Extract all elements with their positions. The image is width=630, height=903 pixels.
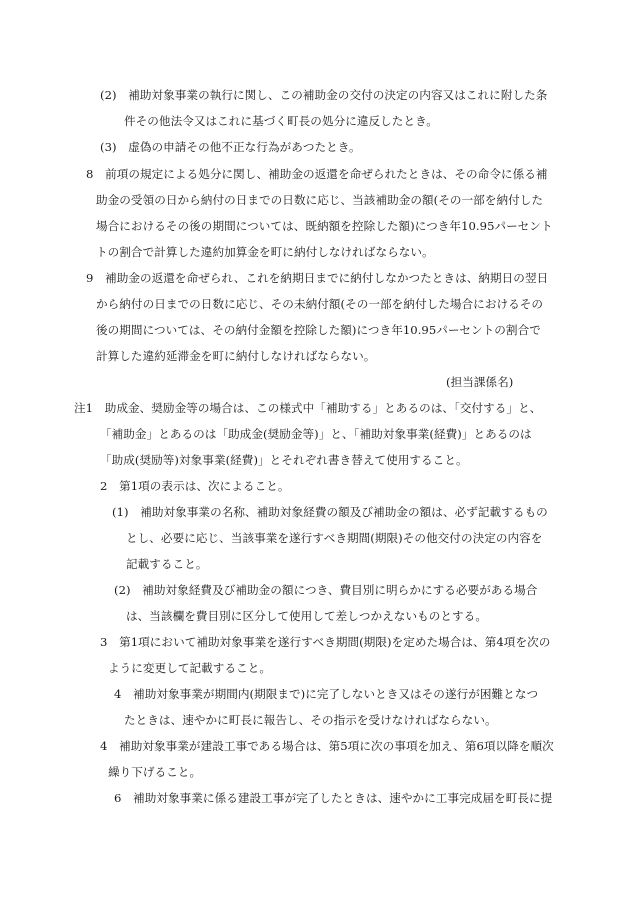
para-9-line-1: 9 補助金の返還を命ぜられ、これを納期日までに納付しなかつたときは、納期日の翌日 <box>86 271 549 285</box>
note-4-line-1: 4 補助対象事業が建設工事である場合は、第5項に次の事項を加え、第6項以降を順次 <box>100 739 554 753</box>
para-8-line-4: トの割合で計算した違約加算金を町に納付しなければならない。 <box>96 245 434 259</box>
para-9-line-3: 後の期間については、その納付金額を控除した額)につき年10.95パーセントの割合で <box>96 323 541 337</box>
note-3-sub-4-line-1: 4 補助対象事業が期間内(期限まで)に完了しないとき又はその遂行が困難となつ <box>114 687 539 701</box>
note-1-line-2: 「補助金」とあるのは「助成金(奨励金等)」と、「補助対象事業(経費)」とあるのは <box>100 427 532 441</box>
para-8-line-2: 助金の受領の日から納付の日までの日数に応じ、当該補助金の額(その一部を納付した <box>96 193 544 207</box>
item-3-line-1: (3) 虚偽の申請その他不正な行為があつたとき。 <box>100 140 361 154</box>
note-3-sub-4-line-2: たときは、速やかに町長に報告し、その指示を受けなければならない。 <box>124 713 497 727</box>
note-2-line-1: 2 第1項の表示は、次によること。 <box>100 479 290 493</box>
note-1-line-1: 注1 助成金、奨励金等の場合は、この様式中「補助する」とあるのは、「交付する」と、 <box>74 401 542 415</box>
para-8-line-1: 8 前項の規定による処分に関し、補助金の返還を命ぜられたときは、その命令に係る補 <box>86 167 548 181</box>
note-3-line-1: 3 第1項において補助対象事業を遂行すべき期間(期限)を定めた場合は、第4項を次の <box>100 635 551 649</box>
para-9-line-2: から納付の日までの日数に応じ、その未納付額(その一部を納付した場合におけるその <box>96 297 544 311</box>
para-8-line-3: 場合におけるその後の期間については、既納額を控除した額)につき年10.95パーセント <box>96 219 553 233</box>
note-4-line-2: 繰り下げること。 <box>108 765 202 779</box>
note-2-item-2-line-1: (2) 補助対象経費及び補助金の額につき、費目別に明らかにする必要がある場合 <box>114 583 538 597</box>
note-2-item-1-line-1: (1) 補助対象事業の名称、補助対象経費の額及び補助金の額は、必ず記載するもの <box>112 505 548 519</box>
department-name: (担当課係名) <box>446 375 514 389</box>
item-2-line-2: 件その他法令又はこれに基づく町長の処分に違反したとき。 <box>124 114 438 128</box>
para-9-line-4: 計算した違約延滞金を町に納付しなければならない。 <box>96 349 376 363</box>
note-2-item-1-line-3: 記載すること。 <box>126 557 208 571</box>
item-2-line-1: (2) 補助対象事業の執行に関し、この補助金の交付の決定の内容又はこれに附した条 <box>100 88 548 102</box>
note-4-sub-6-line-1: 6 補助対象事業に係る建設工事が完了したときは、速やかに工事完成届を町長に提 <box>114 791 553 805</box>
note-2-item-1-line-2: とし、必要に応じ、当該事業を遂行すべき期間(期限)その他交付の決定の内容を <box>126 531 543 545</box>
note-3-line-2: ように変更して記載すること。 <box>108 661 272 675</box>
note-1-line-3: 「助成(奨励等)対象事業(経費)」とそれぞれ書き替えて使用すること。 <box>100 453 468 467</box>
note-2-item-2-line-2: は、当該欄を費目別に区分して使用して差しつかえないものとする。 <box>126 609 487 623</box>
